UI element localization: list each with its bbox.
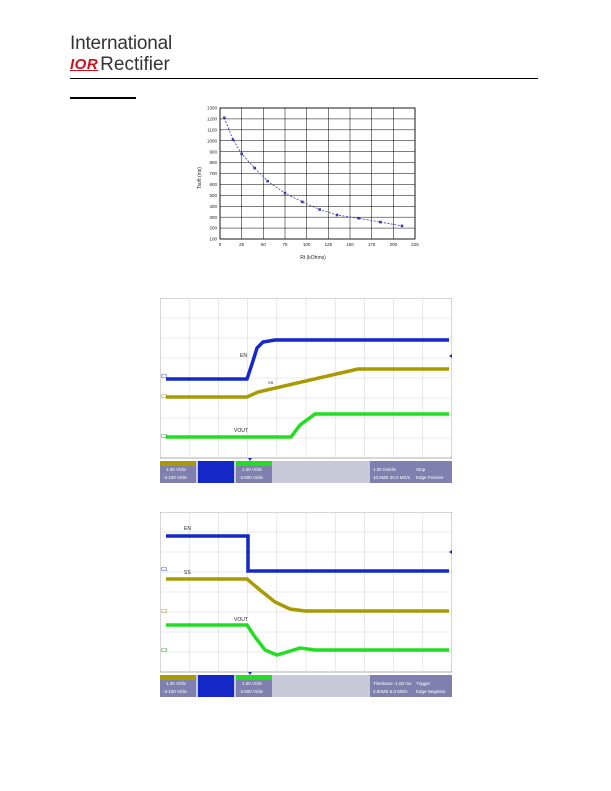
y-tick-label: 500 — [209, 192, 217, 198]
ch2-scale: 1.00 V/div — [166, 467, 187, 472]
data-point — [301, 201, 304, 204]
data-point — [401, 225, 404, 228]
ch3-offset: -3.600 V/div — [239, 475, 264, 480]
ch3-marker: C3 — [161, 434, 168, 440]
trigger-position-icon — [248, 672, 252, 675]
y-tick-label: 1000 — [206, 138, 217, 144]
ch1-marker: C1 — [161, 567, 168, 573]
scope-capture-falling — [160, 512, 452, 697]
ch2-offset: -3.100 V/div — [163, 475, 188, 480]
y-tick-label: 600 — [209, 182, 217, 188]
y-tick-label: 800 — [209, 160, 217, 166]
ch2-status-tab — [160, 675, 196, 680]
y-tick-label: 100 — [209, 236, 217, 242]
ch1-marker: C1 — [161, 374, 168, 380]
data-point — [336, 214, 339, 217]
data-point — [223, 117, 226, 120]
ss-label: SS — [184, 570, 191, 576]
x-axis-label: Rt (kOhms) — [300, 255, 326, 261]
data-point — [318, 208, 321, 211]
data-point — [379, 221, 382, 224]
ss-label: SS — [268, 380, 274, 385]
x-tick-label: 125 — [324, 242, 333, 247]
timebase-text: Timebase -1.60 ms — [373, 681, 412, 686]
data-point — [357, 217, 360, 220]
ch2-status-tab — [160, 461, 196, 466]
ch3-marker: C3 — [161, 648, 168, 654]
y-tick-label: 400 — [209, 203, 217, 209]
scope-capture-rising — [160, 298, 452, 483]
company-name-line2-row — [70, 55, 190, 75]
record-text: 10.0MS 20.0 MS/s — [373, 475, 411, 480]
en-label: EN — [240, 353, 247, 359]
trigger-mode: Edge Positive — [416, 475, 444, 480]
ch2-offset: -3.100 V/div — [163, 689, 188, 694]
y-tick-label: 300 — [209, 214, 217, 220]
y-tick-label: 700 — [209, 171, 217, 177]
chart-grid — [220, 108, 415, 239]
ior-logo-mark: IOR — [70, 56, 99, 73]
y-tick-label: 1100 — [207, 127, 217, 133]
ch3-scale: 1.00 V/div — [242, 681, 263, 686]
company-logo — [70, 34, 190, 75]
ch3-offset: -3.600 V/div — [239, 689, 264, 694]
data-point — [240, 153, 243, 156]
data-point — [253, 167, 256, 170]
header-rule — [70, 78, 538, 79]
x-tick-label: 0 — [218, 242, 222, 247]
vout-label: VOUT — [234, 617, 248, 623]
x-tick-labels — [219, 242, 420, 247]
data-point — [266, 180, 269, 183]
ch3-scale: 1.00 V/div — [242, 467, 263, 472]
company-name-line2: Rectifier — [100, 54, 170, 75]
ch2-marker: C2 — [161, 394, 168, 400]
trigger-status: Trigger — [416, 681, 431, 686]
data-point — [232, 138, 235, 141]
record-text: 2.50MS 5.0 MS/s — [373, 689, 408, 694]
ch1-status-box — [198, 675, 234, 697]
ch3-status-tab — [236, 461, 272, 466]
timebase-text: 1.00 ms/div — [373, 467, 397, 472]
ch1-status-box — [198, 461, 234, 483]
ch2-scale: 1.00 V/div — [166, 681, 187, 686]
trigger-status: Stop — [416, 467, 426, 472]
ch2-marker: C2 — [161, 609, 168, 615]
y-axis-label: Tsoft (ms) — [197, 167, 203, 189]
data-point — [284, 192, 287, 195]
y-tick-label: 1300 — [206, 105, 217, 111]
y-tick-label: 1200 — [206, 116, 217, 122]
y-tick-labels — [207, 106, 218, 242]
x-tick-label: 100 — [302, 242, 311, 247]
trigger-mode: Edge Negative — [416, 689, 446, 694]
x-tick-label: 200 — [389, 242, 398, 247]
section-marker-rule — [70, 97, 136, 99]
ch3-status-tab — [236, 675, 272, 680]
x-tick-label: 50 — [260, 242, 266, 247]
en-label: EN — [184, 526, 191, 532]
trigger-position-icon — [248, 458, 252, 461]
y-tick-label: 900 — [209, 149, 217, 155]
x-tick-label: 25 — [239, 242, 245, 247]
company-name-line1: International — [70, 33, 172, 54]
y-tick-label: 200 — [209, 225, 217, 231]
x-tick-label: 150 — [346, 242, 354, 247]
tsoft-vs-rt-chart — [195, 104, 425, 264]
x-tick-label: 75 — [282, 242, 288, 247]
vout-label: VOUT — [234, 428, 248, 434]
x-tick-label: 175 — [367, 242, 376, 247]
x-tick-label: 225 — [411, 242, 419, 247]
